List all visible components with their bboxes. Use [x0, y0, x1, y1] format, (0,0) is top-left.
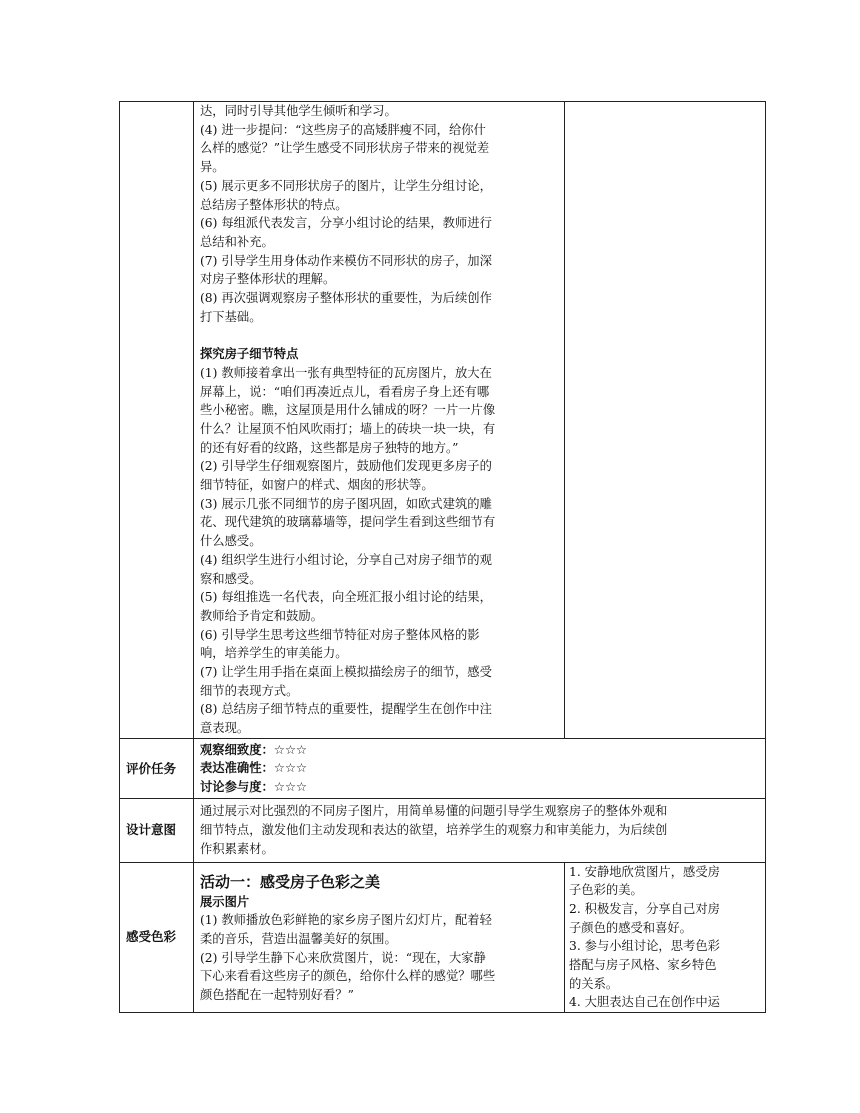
text-line: 颜色搭配在一起特别好看？”: [200, 988, 354, 1003]
detail-steps-list: [200, 364, 560, 738]
evaluation-label: 评价任务: [120, 738, 194, 799]
text-line: (3) 展示几张不同细节的房子图巩固，如欧式建筑的雕: [200, 496, 492, 511]
text-line: (8) 再次强调观察房子整体形状的重要性，为后续创作: [200, 291, 492, 306]
design-intent-text: [200, 802, 759, 858]
student-activity-list: [569, 863, 761, 1013]
table-row-color: [120, 862, 766, 1013]
text-line: (5) 每组推选一名代表，向全班汇报小组讨论的结果，: [200, 590, 492, 605]
lesson-plan-table: [119, 101, 766, 1013]
student-text-line: 的关系。: [569, 976, 619, 991]
text-line: (4) 组织学生进行小组讨论，分享自己对房子细节的观: [200, 552, 492, 567]
text-line: (2) 引导学生静下心来欣赏图片，说：“现在，大家静: [200, 950, 486, 965]
evaluation-item: [200, 741, 759, 760]
star-rating: ☆☆☆: [273, 761, 307, 776]
evaluation-item: [200, 759, 759, 778]
text-line: (6) 引导学生思考这些细节特征对房子整体风格的影: [200, 627, 480, 642]
text-line: 响，培养学生的审美能力。: [200, 646, 348, 661]
color-steps-list: [200, 911, 560, 1005]
text-line: 么样的感觉？”让学生感受不同形状房子带来的视觉差: [200, 141, 490, 156]
text-line: 花、现代建筑的玻璃幕墙等，提问学生看到这些细节有: [200, 515, 496, 530]
color-student-cell: [565, 862, 766, 1013]
evaluation-cell: [194, 738, 766, 799]
text-line: 细节特点，激发他们主动发现和表达的欲望，培养学生的观察力和审美能力，为后续创: [200, 823, 668, 838]
color-teacher-cell: [194, 862, 565, 1013]
student-text-line: 搭配与房子风格、家乡特色: [569, 958, 717, 973]
shape-steps-list: [200, 102, 560, 326]
detail-section-heading: 探究房子细节特点: [200, 347, 299, 362]
star-rating: ☆☆☆: [273, 742, 307, 757]
text-line: 细节的表现方式。: [200, 683, 299, 698]
student-text-line: 子色彩的美。: [569, 883, 643, 898]
evaluation-criterion: 讨论参与度：: [200, 779, 274, 794]
evaluation-criterion: 观察细致度：: [200, 742, 274, 757]
student-text-line: 子颜色的感受和喜好。: [569, 920, 692, 935]
text-line: 总结房子整体形状的特点。: [200, 197, 348, 212]
text-line: 通过展示对比强烈的不同房子图片，用简单易懂的问题引导学生观察房子的整体外观和: [200, 804, 668, 819]
student-text-line: 3. 参与小组讨论，思考色彩: [569, 939, 720, 954]
student-text-line: 2. 积极发言，分享自己对房: [569, 901, 720, 916]
text-line: 意表现。: [200, 721, 250, 736]
table-row-activity-continued: [120, 102, 766, 739]
text-line: 达，同时引导其他学生倾听和学习。: [200, 104, 397, 118]
text-line: 异。: [200, 160, 225, 175]
text-line: (5) 展示更多不同形状房子的图片，让学生分组讨论，: [200, 178, 492, 193]
text-line: 下心来看看这些房子的颜色，给你什么样的感觉？哪些: [200, 969, 496, 984]
text-line: 打下基础。: [200, 309, 262, 324]
text-line: 察和感受。: [200, 571, 262, 586]
text-line: 屏幕上，说：“咱们再凑近点儿，看看房子身上还有哪: [200, 384, 490, 399]
text-line: 什么？让屋顶不怕风吹雨打；墙上的砖块一块一块，有: [200, 421, 496, 436]
evaluation-item: [200, 778, 759, 797]
text-line: 些小秘密。瞧，这屋顶是用什么铺成的呀？一片一片像: [200, 403, 496, 418]
text-line: 对房子整体形状的理解。: [200, 272, 336, 287]
row-label-empty: [120, 102, 194, 739]
text-line: (6) 每组派代表发言，分享小组讨论的结果，教师进行: [200, 216, 492, 231]
table-row-evaluation: [120, 738, 766, 799]
text-line: (4) 进一步提问：“这些房子的高矮胖瘦不同，给你什: [200, 122, 486, 137]
text-line: (1) 教师播放色彩鲜艳的家乡房子图片幻灯片，配着轻: [200, 913, 492, 928]
text-line: 总结和补充。: [200, 234, 274, 249]
activity-title: 活动一：感受房子色彩之美: [200, 872, 381, 891]
show-pictures-heading: 展示图片: [200, 894, 250, 909]
text-line: (8) 总结房子细节特点的重要性，提醒学生在创作中注: [200, 702, 492, 717]
evaluation-criteria-list: [200, 741, 759, 797]
student-text-line: 1. 安静地欣赏图片，感受房: [569, 864, 720, 879]
text-line: 的还有好看的纹路，这些都是房子独特的地方。”: [200, 440, 459, 455]
student-activity-cell-empty: [565, 102, 766, 739]
text-line: (7) 让学生用手指在桌面上模拟描绘房子的细节，感受: [200, 665, 492, 680]
student-text-line: 4. 大胆表达自己在创作中运: [569, 995, 720, 1010]
text-line: 教师给予肯定和鼓励。: [200, 608, 323, 623]
text-line: (2) 引导学生仔细观察图片，鼓励他们发现更多房子的: [200, 459, 492, 474]
evaluation-criterion: 表达准确性：: [200, 761, 274, 776]
text-line: 什么感受。: [200, 534, 262, 549]
design-intent-label: 设计意图: [120, 799, 194, 862]
color-section-label: 感受色彩: [120, 862, 194, 1013]
table-row-design-intent: [120, 799, 766, 862]
text-line: 细节特征，如窗户的样式、烟囱的形状等。: [200, 478, 434, 493]
teacher-activity-cell: [194, 102, 565, 739]
design-intent-cell: [194, 799, 766, 862]
text-line: 作积累素材。: [200, 841, 274, 856]
text-line: (1) 教师接着拿出一张有典型特征的瓦房图片，放大在: [200, 365, 492, 380]
text-line: 柔的音乐，营造出温馨美好的氛围。: [200, 931, 397, 946]
text-line: (7) 引导学生用身体动作来模仿不同形状的房子，加深: [200, 253, 492, 268]
star-rating: ☆☆☆: [273, 779, 307, 794]
